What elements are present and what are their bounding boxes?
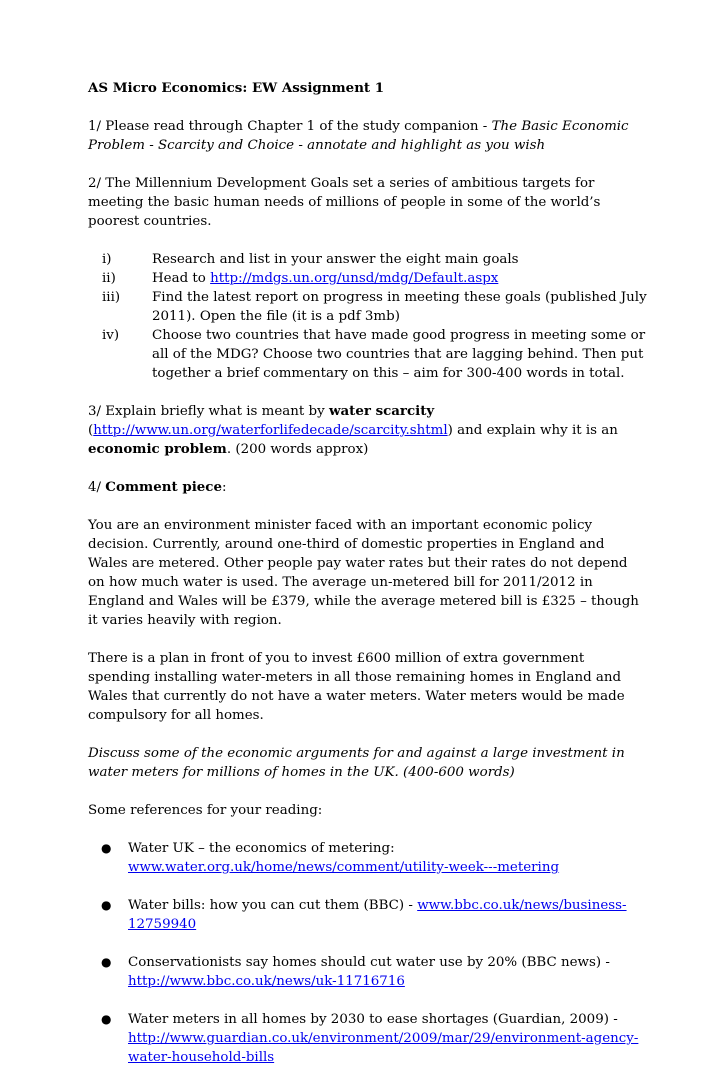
reference-title: Water bills: how you can cut them (BBC) - [128,898,418,913]
task-2-item [88,250,648,269]
task-3-paren: ( [88,423,94,438]
item-text: Choose two countries that have made good progress in meeting some or all of the MDG? Choose two countries that are lagging behind. Then put together a brief commentary on this – aim for 300-400 words in total. [152,328,646,381]
task-3-lead: 3/ Explain briefly what is meant by [88,404,329,419]
reference-link[interactable]: http://www.bbc.co.uk/news/uk-11716716 [128,974,405,989]
task-3-term: water scarcity [328,403,435,419]
document-title: AS Micro Economics: EW Assignment 1 [88,80,385,96]
task-3-mid: ) and explain why it is an [447,423,618,438]
task-1-text: 1/ Please read through Chapter 1 of the study companion - [88,119,492,134]
bullet-icon: ● [101,955,112,969]
references-list [88,839,648,1067]
bullet-icon: ● [101,898,112,912]
reference-title: Conservationists say homes should cut water use by 20% (BBC news) - [128,955,610,970]
task-3 [88,402,648,459]
task-4-question: Discuss some of the economic arguments for and against a large investment in water meters for millions of homes in the UK. (400-600 words) [88,746,625,780]
task-2-item [88,326,648,383]
task-3-term-2: economic problem [88,441,227,457]
task-1 [88,117,648,155]
task-1-book-title: The Basic Economic Problem - Scarcity and Choice - annotate and highlight as you wish [88,119,629,153]
task-4-paragraph-2: There is a plan in front of you to invest £600 million of extra government spending installing water-meters in all those remaining homes in England and Wales that currently do not have a water meters. Water meters would be made compulsory for all homes. [88,651,625,723]
task-3-tail: . (200 words approx) [226,442,369,457]
item-text: Research and list in your answer the eight main goals [152,252,519,267]
reference-link[interactable]: www.water.org.uk/home/news/comment/utility-week---metering [128,860,560,875]
reference-text [128,953,648,991]
task-4-number: 4/ [88,480,106,495]
references-intro: Some references for your reading: [88,803,323,818]
item-number: i) [102,252,112,267]
reference-item [88,1010,648,1067]
reference-text [128,1010,648,1067]
water-scarcity-link[interactable]: http://www.un.org/waterforlifedecade/scarcity.shtml [93,423,448,438]
task-2-list [88,250,648,383]
task-2-intro: 2/ The Millennium Development Goals set a series of ambitious targets for meeting the basic human needs of millions of people in some of the world’s poorest countries. [88,176,601,229]
reference-item [88,896,648,934]
item-number: iv) [102,328,120,343]
task-4-heading-text: Comment piece [105,479,222,495]
task-4-heading [88,478,648,497]
task-4-paragraph-1: You are an environment minister faced with an important economic policy decision. Currently, around one-third of domestic properties in England and Wales are metered. Other people pay water rates but their rates do not depend on how much water is used. The average un-metered bill for 2011/2012 in England and Wales will be £379, while the average metered bill is £325 – though it varies heavily with region. [88,518,639,628]
task-2-item [88,288,648,326]
reference-link[interactable]: http://www.guardian.co.uk/environment/2009/mar/29/environment-agency-water-household-bills [128,1031,639,1065]
reference-title: Water UK – the economics of metering: [128,841,395,856]
mdg-link[interactable]: http://mdgs.un.org/unsd/mdg/Default.aspx [210,271,499,286]
bullet-icon: ● [101,841,112,855]
reference-item [88,839,648,877]
item-number: iii) [102,290,121,305]
reference-item [88,953,648,991]
item-number: ii) [102,271,116,286]
item-text: Find the latest report on progress in meeting these goals (published July 2011). Open the file (it is a pdf 3mb) [152,290,647,324]
reference-text [128,896,648,934]
reference-link[interactable]: www.bbc.co.uk/news/business-12759940 [128,898,627,932]
reference-title: Water meters in all homes by 2030 to ease shortages (Guardian, 2009) - [128,1012,618,1027]
item-text-lead: Head to [152,271,211,286]
reference-text [128,839,648,877]
document-page [88,0,648,1067]
task-4-colon: : [221,480,227,495]
item-text [152,269,648,288]
bullet-icon: ● [101,1012,112,1026]
task-2-item [88,269,648,288]
